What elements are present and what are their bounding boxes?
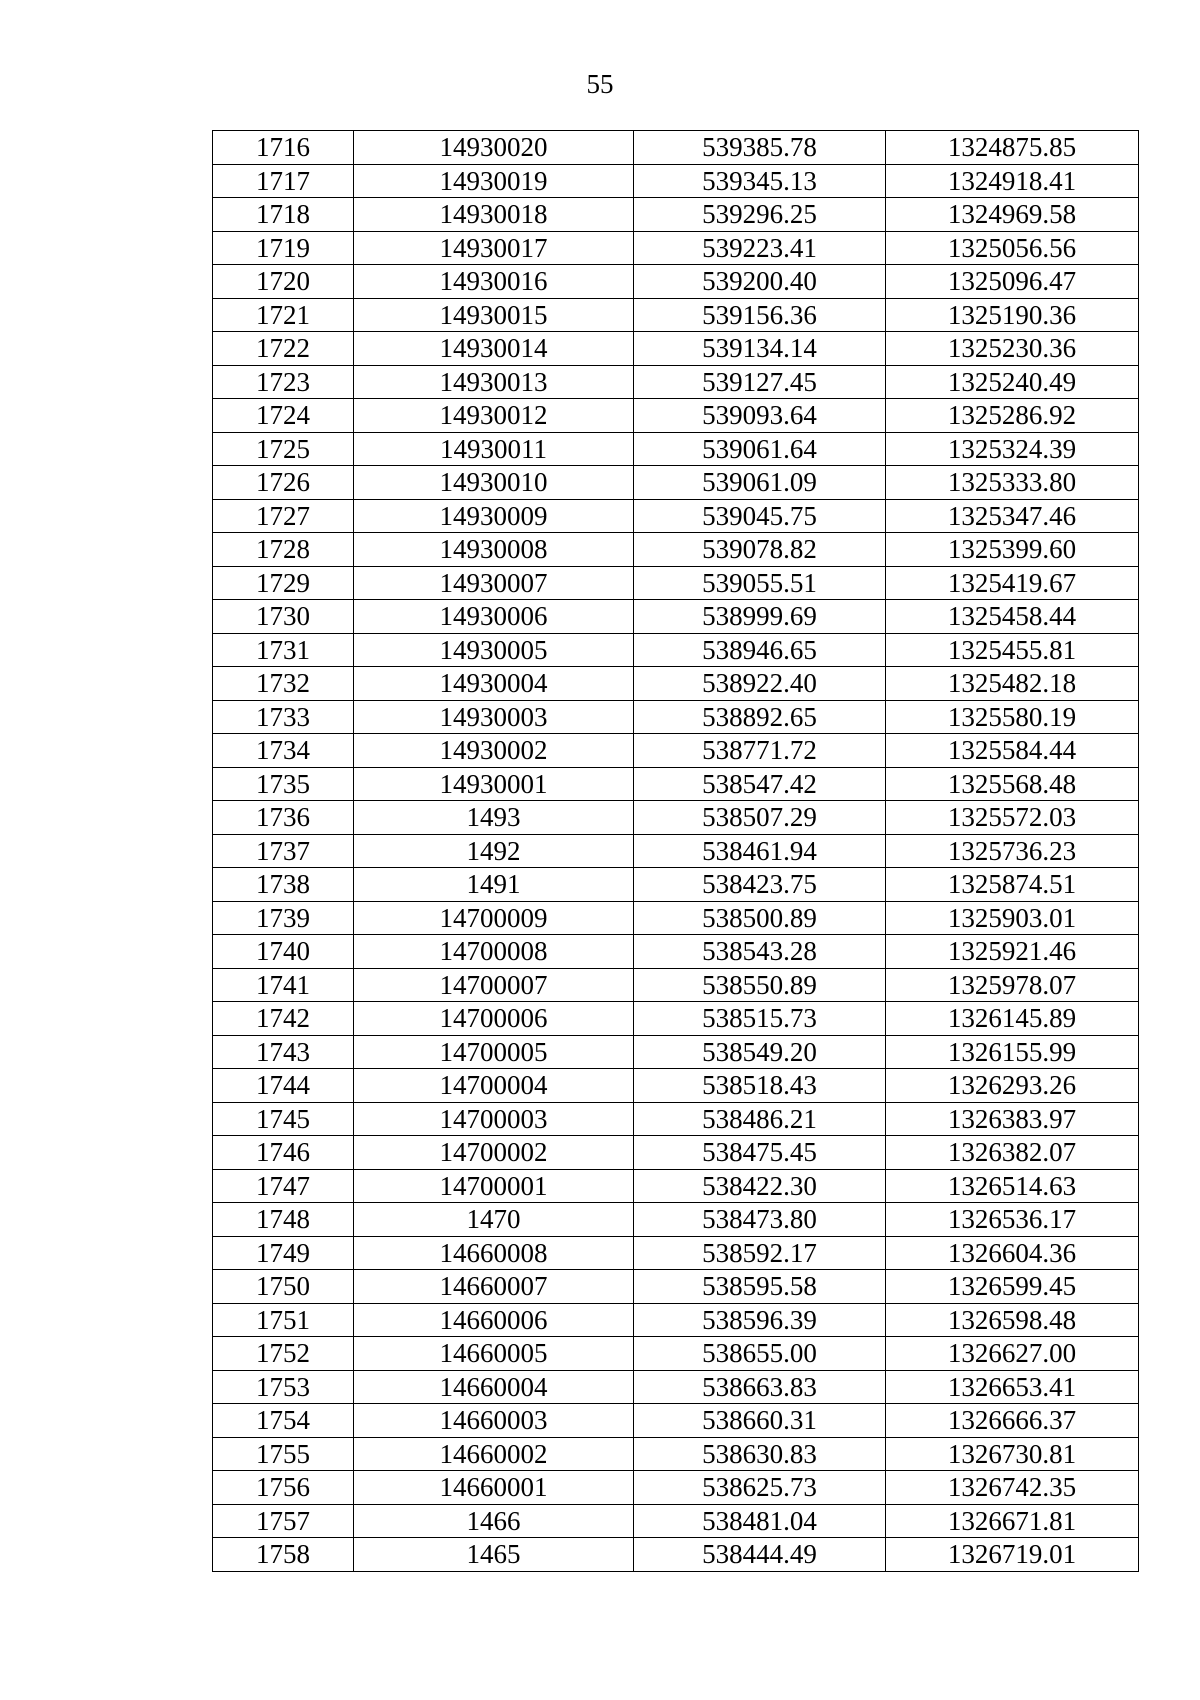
table-row xyxy=(213,332,1139,366)
point-number-cell: 1731 xyxy=(213,633,354,667)
point-id-cell: 14930016 xyxy=(354,265,634,299)
table-row xyxy=(213,801,1139,835)
point-id-cell: 14930011 xyxy=(354,432,634,466)
y-coordinate-cell: 1325230.36 xyxy=(886,332,1139,366)
x-coordinate-cell: 538946.65 xyxy=(634,633,886,667)
table-row xyxy=(213,499,1139,533)
point-number-cell: 1730 xyxy=(213,600,354,634)
point-id-cell: 14930018 xyxy=(354,198,634,232)
x-coordinate-cell: 538422.30 xyxy=(634,1169,886,1203)
table-row xyxy=(213,1538,1139,1572)
table-row xyxy=(213,1102,1139,1136)
point-number-cell: 1735 xyxy=(213,767,354,801)
x-coordinate-cell: 539061.09 xyxy=(634,466,886,500)
point-number-cell: 1718 xyxy=(213,198,354,232)
y-coordinate-cell: 1325572.03 xyxy=(886,801,1139,835)
point-id-cell: 14930001 xyxy=(354,767,634,801)
x-coordinate-cell: 538892.65 xyxy=(634,700,886,734)
point-id-cell: 14660003 xyxy=(354,1404,634,1438)
point-id-cell: 1491 xyxy=(354,868,634,902)
y-coordinate-cell: 1325455.81 xyxy=(886,633,1139,667)
y-coordinate-cell: 1326627.00 xyxy=(886,1337,1139,1371)
y-coordinate-cell: 1326536.17 xyxy=(886,1203,1139,1237)
y-coordinate-cell: 1324918.41 xyxy=(886,164,1139,198)
x-coordinate-cell: 539093.64 xyxy=(634,399,886,433)
x-coordinate-cell: 538550.89 xyxy=(634,968,886,1002)
y-coordinate-cell: 1325921.46 xyxy=(886,935,1139,969)
x-coordinate-cell: 538518.43 xyxy=(634,1069,886,1103)
y-coordinate-cell: 1325096.47 xyxy=(886,265,1139,299)
point-number-cell: 1736 xyxy=(213,801,354,835)
x-coordinate-cell: 538461.94 xyxy=(634,834,886,868)
y-coordinate-cell: 1326514.63 xyxy=(886,1169,1139,1203)
table-row xyxy=(213,834,1139,868)
point-id-cell: 14700004 xyxy=(354,1069,634,1103)
y-coordinate-cell: 1324969.58 xyxy=(886,198,1139,232)
table-row xyxy=(213,1236,1139,1270)
point-number-cell: 1746 xyxy=(213,1136,354,1170)
point-number-cell: 1755 xyxy=(213,1437,354,1471)
x-coordinate-cell: 538486.21 xyxy=(634,1102,886,1136)
point-id-cell: 14660002 xyxy=(354,1437,634,1471)
point-id-cell: 1470 xyxy=(354,1203,634,1237)
point-number-cell: 1724 xyxy=(213,399,354,433)
point-id-cell: 1493 xyxy=(354,801,634,835)
y-coordinate-cell: 1325399.60 xyxy=(886,533,1139,567)
table-row xyxy=(213,1370,1139,1404)
point-number-cell: 1754 xyxy=(213,1404,354,1438)
point-number-cell: 1741 xyxy=(213,968,354,1002)
point-number-cell: 1749 xyxy=(213,1236,354,1270)
table-row xyxy=(213,466,1139,500)
point-id-cell: 14930004 xyxy=(354,667,634,701)
table-row xyxy=(213,667,1139,701)
x-coordinate-cell: 538549.20 xyxy=(634,1035,886,1069)
table-row xyxy=(213,231,1139,265)
point-id-cell: 14660001 xyxy=(354,1471,634,1505)
y-coordinate-cell: 1326145.89 xyxy=(886,1002,1139,1036)
table-row xyxy=(213,1471,1139,1505)
point-id-cell: 14660007 xyxy=(354,1270,634,1304)
point-id-cell: 14930020 xyxy=(354,131,634,165)
x-coordinate-cell: 538473.80 xyxy=(634,1203,886,1237)
x-coordinate-cell: 539200.40 xyxy=(634,265,886,299)
y-coordinate-cell: 1325874.51 xyxy=(886,868,1139,902)
table-row xyxy=(213,935,1139,969)
table-row xyxy=(213,399,1139,433)
point-number-cell: 1719 xyxy=(213,231,354,265)
point-id-cell: 14700009 xyxy=(354,901,634,935)
point-id-cell: 1465 xyxy=(354,1538,634,1572)
point-number-cell: 1734 xyxy=(213,734,354,768)
point-id-cell: 14930019 xyxy=(354,164,634,198)
x-coordinate-cell: 538515.73 xyxy=(634,1002,886,1036)
y-coordinate-cell: 1326383.97 xyxy=(886,1102,1139,1136)
x-coordinate-cell: 538595.58 xyxy=(634,1270,886,1304)
point-number-cell: 1726 xyxy=(213,466,354,500)
x-coordinate-cell: 538507.29 xyxy=(634,801,886,835)
y-coordinate-cell: 1325286.92 xyxy=(886,399,1139,433)
point-id-cell: 14700001 xyxy=(354,1169,634,1203)
point-number-cell: 1732 xyxy=(213,667,354,701)
table-row xyxy=(213,1203,1139,1237)
table-row xyxy=(213,365,1139,399)
point-number-cell: 1723 xyxy=(213,365,354,399)
y-coordinate-cell: 1326666.37 xyxy=(886,1404,1139,1438)
table-row xyxy=(213,1504,1139,1538)
x-coordinate-cell: 538660.31 xyxy=(634,1404,886,1438)
y-coordinate-cell: 1326382.07 xyxy=(886,1136,1139,1170)
x-coordinate-cell: 538630.83 xyxy=(634,1437,886,1471)
point-id-cell: 14700007 xyxy=(354,968,634,1002)
point-number-cell: 1753 xyxy=(213,1370,354,1404)
y-coordinate-cell: 1325903.01 xyxy=(886,901,1139,935)
x-coordinate-cell: 539385.78 xyxy=(634,131,886,165)
point-id-cell: 14930014 xyxy=(354,332,634,366)
y-coordinate-cell: 1326598.48 xyxy=(886,1303,1139,1337)
table-row xyxy=(213,968,1139,1002)
table-row xyxy=(213,298,1139,332)
table-row xyxy=(213,432,1139,466)
table-row xyxy=(213,164,1139,198)
table-row xyxy=(213,1270,1139,1304)
x-coordinate-cell: 538655.00 xyxy=(634,1337,886,1371)
point-number-cell: 1720 xyxy=(213,265,354,299)
table-row xyxy=(213,131,1139,165)
y-coordinate-cell: 1325584.44 xyxy=(886,734,1139,768)
table-row xyxy=(213,901,1139,935)
x-coordinate-cell: 538543.28 xyxy=(634,935,886,969)
point-number-cell: 1743 xyxy=(213,1035,354,1069)
table-row xyxy=(213,1437,1139,1471)
point-id-cell: 14930015 xyxy=(354,298,634,332)
point-id-cell: 14930002 xyxy=(354,734,634,768)
point-number-cell: 1740 xyxy=(213,935,354,969)
page-number: 55 xyxy=(586,69,614,99)
point-id-cell: 14930003 xyxy=(354,700,634,734)
table-row xyxy=(213,700,1139,734)
point-number-cell: 1738 xyxy=(213,868,354,902)
x-coordinate-cell: 539045.75 xyxy=(634,499,886,533)
point-id-cell: 14700008 xyxy=(354,935,634,969)
x-coordinate-cell: 538547.42 xyxy=(634,767,886,801)
point-number-cell: 1758 xyxy=(213,1538,354,1572)
table-row xyxy=(213,1002,1139,1036)
point-number-cell: 1733 xyxy=(213,700,354,734)
table-row xyxy=(213,533,1139,567)
table-row xyxy=(213,600,1139,634)
point-id-cell: 14660005 xyxy=(354,1337,634,1371)
x-coordinate-cell: 539061.64 xyxy=(634,432,886,466)
point-number-cell: 1721 xyxy=(213,298,354,332)
x-coordinate-cell: 538592.17 xyxy=(634,1236,886,1270)
x-coordinate-cell: 538596.39 xyxy=(634,1303,886,1337)
x-coordinate-cell: 538999.69 xyxy=(634,600,886,634)
x-coordinate-cell: 538444.49 xyxy=(634,1538,886,1572)
point-number-cell: 1747 xyxy=(213,1169,354,1203)
y-coordinate-cell: 1325580.19 xyxy=(886,700,1139,734)
point-id-cell: 14700006 xyxy=(354,1002,634,1036)
table-row xyxy=(213,1035,1139,1069)
y-coordinate-cell: 1325736.23 xyxy=(886,834,1139,868)
table-row xyxy=(213,1303,1139,1337)
x-coordinate-cell: 539055.51 xyxy=(634,566,886,600)
point-number-cell: 1752 xyxy=(213,1337,354,1371)
y-coordinate-cell: 1325419.67 xyxy=(886,566,1139,600)
y-coordinate-cell: 1325190.36 xyxy=(886,298,1139,332)
y-coordinate-cell: 1325458.44 xyxy=(886,600,1139,634)
point-number-cell: 1737 xyxy=(213,834,354,868)
table-row xyxy=(213,1169,1139,1203)
point-number-cell: 1756 xyxy=(213,1471,354,1505)
point-id-cell: 14930012 xyxy=(354,399,634,433)
y-coordinate-cell: 1326742.35 xyxy=(886,1471,1139,1505)
x-coordinate-cell: 538423.75 xyxy=(634,868,886,902)
y-coordinate-cell: 1326719.01 xyxy=(886,1538,1139,1572)
table-row xyxy=(213,1136,1139,1170)
x-coordinate-cell: 539078.82 xyxy=(634,533,886,567)
x-coordinate-cell: 539345.13 xyxy=(634,164,886,198)
x-coordinate-cell: 538500.89 xyxy=(634,901,886,935)
point-number-cell: 1717 xyxy=(213,164,354,198)
point-id-cell: 14930013 xyxy=(354,365,634,399)
point-number-cell: 1744 xyxy=(213,1069,354,1103)
point-id-cell: 14660004 xyxy=(354,1370,634,1404)
point-number-cell: 1727 xyxy=(213,499,354,533)
point-id-cell: 14660006 xyxy=(354,1303,634,1337)
point-id-cell: 14700005 xyxy=(354,1035,634,1069)
point-number-cell: 1750 xyxy=(213,1270,354,1304)
coordinates-table-body xyxy=(213,131,1139,1572)
y-coordinate-cell: 1325240.49 xyxy=(886,365,1139,399)
point-number-cell: 1757 xyxy=(213,1504,354,1538)
point-id-cell: 1492 xyxy=(354,834,634,868)
table-row xyxy=(213,633,1139,667)
point-id-cell: 14660008 xyxy=(354,1236,634,1270)
table-row xyxy=(213,265,1139,299)
point-number-cell: 1716 xyxy=(213,131,354,165)
table-row xyxy=(213,566,1139,600)
y-coordinate-cell: 1326730.81 xyxy=(886,1437,1139,1471)
y-coordinate-cell: 1326653.41 xyxy=(886,1370,1139,1404)
coordinates-table xyxy=(212,130,1139,1572)
point-id-cell: 14930010 xyxy=(354,466,634,500)
y-coordinate-cell: 1326293.26 xyxy=(886,1069,1139,1103)
point-number-cell: 1751 xyxy=(213,1303,354,1337)
x-coordinate-cell: 539296.25 xyxy=(634,198,886,232)
point-id-cell: 14930006 xyxy=(354,600,634,634)
y-coordinate-cell: 1325324.39 xyxy=(886,432,1139,466)
point-number-cell: 1729 xyxy=(213,566,354,600)
x-coordinate-cell: 538625.73 xyxy=(634,1471,886,1505)
point-number-cell: 1748 xyxy=(213,1203,354,1237)
x-coordinate-cell: 538771.72 xyxy=(634,734,886,768)
table-row xyxy=(213,767,1139,801)
y-coordinate-cell: 1325568.48 xyxy=(886,767,1139,801)
table-row xyxy=(213,1404,1139,1438)
y-coordinate-cell: 1325978.07 xyxy=(886,968,1139,1002)
point-id-cell: 14700002 xyxy=(354,1136,634,1170)
point-number-cell: 1722 xyxy=(213,332,354,366)
x-coordinate-cell: 539223.41 xyxy=(634,231,886,265)
table-row xyxy=(213,1069,1139,1103)
x-coordinate-cell: 538475.45 xyxy=(634,1136,886,1170)
x-coordinate-cell: 539156.36 xyxy=(634,298,886,332)
x-coordinate-cell: 538922.40 xyxy=(634,667,886,701)
point-number-cell: 1728 xyxy=(213,533,354,567)
point-id-cell: 1466 xyxy=(354,1504,634,1538)
y-coordinate-cell: 1325347.46 xyxy=(886,499,1139,533)
point-number-cell: 1725 xyxy=(213,432,354,466)
point-id-cell: 14700003 xyxy=(354,1102,634,1136)
table-row xyxy=(213,1337,1139,1371)
point-id-cell: 14930007 xyxy=(354,566,634,600)
y-coordinate-cell: 1326671.81 xyxy=(886,1504,1139,1538)
y-coordinate-cell: 1326599.45 xyxy=(886,1270,1139,1304)
y-coordinate-cell: 1326155.99 xyxy=(886,1035,1139,1069)
x-coordinate-cell: 538481.04 xyxy=(634,1504,886,1538)
table-row xyxy=(213,198,1139,232)
point-number-cell: 1745 xyxy=(213,1102,354,1136)
y-coordinate-cell: 1326604.36 xyxy=(886,1236,1139,1270)
y-coordinate-cell: 1325056.56 xyxy=(886,231,1139,265)
y-coordinate-cell: 1325333.80 xyxy=(886,466,1139,500)
table-row xyxy=(213,734,1139,768)
x-coordinate-cell: 539134.14 xyxy=(634,332,886,366)
x-coordinate-cell: 539127.45 xyxy=(634,365,886,399)
y-coordinate-cell: 1324875.85 xyxy=(886,131,1139,165)
y-coordinate-cell: 1325482.18 xyxy=(886,667,1139,701)
point-id-cell: 14930017 xyxy=(354,231,634,265)
point-id-cell: 14930005 xyxy=(354,633,634,667)
x-coordinate-cell: 538663.83 xyxy=(634,1370,886,1404)
point-number-cell: 1739 xyxy=(213,901,354,935)
table-row xyxy=(213,868,1139,902)
point-id-cell: 14930008 xyxy=(354,533,634,567)
point-id-cell: 14930009 xyxy=(354,499,634,533)
point-number-cell: 1742 xyxy=(213,1002,354,1036)
